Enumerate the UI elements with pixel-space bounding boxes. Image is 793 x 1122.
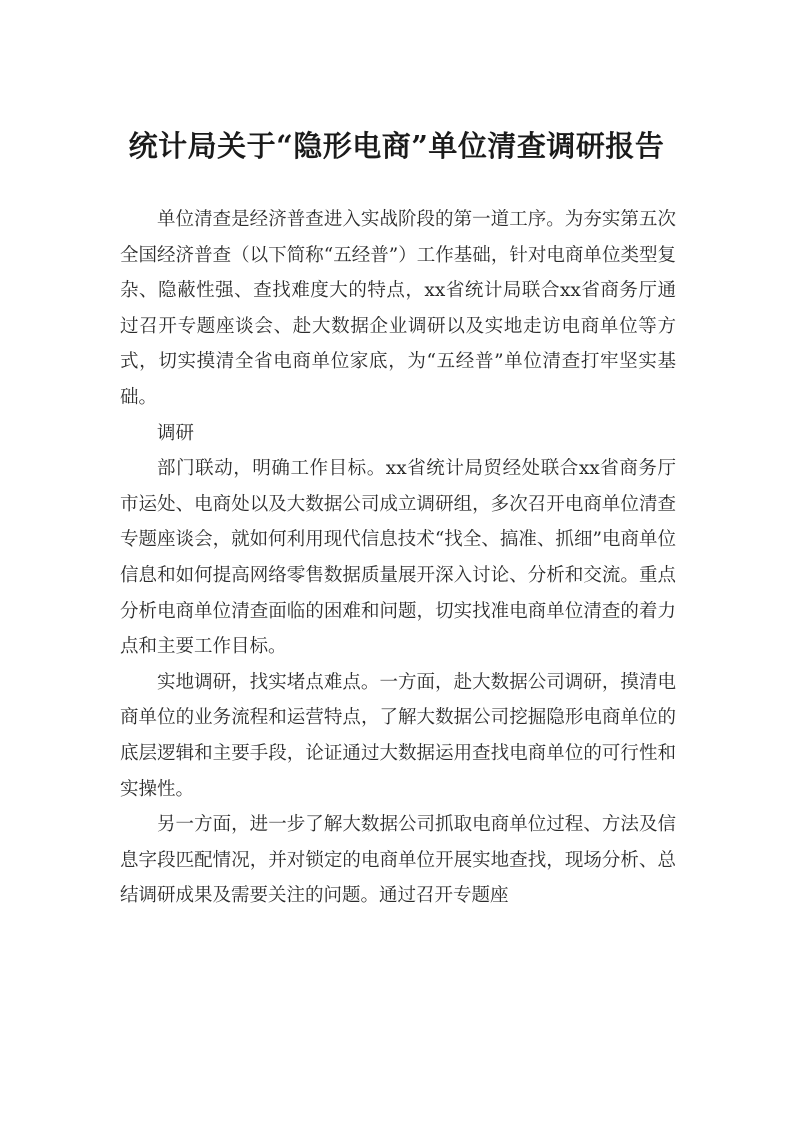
document-title: 统计局关于“隐形电商”单位清查调研报告 [128, 129, 665, 163]
paragraph-department-linkage: 部门联动，明确工作目标。xx省统计局贸经处联合xx省商务厅市运处、电商处以及大数据公司成立调研组，多次召开电商单位清查专题座谈会，就如何利用现代信息技术“找全、搞准、抓细”电商单位信息和如何提高网络零售数据质量展开深入讨论、分析和交流。重点分析电商单位清查面临的困难和问题，切实找准电商单位清查的着力点和主要工作目标。 [120, 458, 676, 658]
paragraph-intro: 单位清查是经济普查进入实战阶段的第一道工序。为夯实第五次全国经济普查（以下简称“五经普”）工作基础，针对电商单位类型复杂、隐蔽性强、查找难度大的特点，xx省统计局联合xx省商务厅通过召开专题座谈会、赴大数据企业调研以及实地走访电商单位等方式，切实摸清全省电商单位家底，为“五经普”单位清查打牢坚实基础。 [120, 209, 676, 408]
document-body [120, 202, 676, 914]
section-heading: 调研 [157, 422, 195, 444]
paragraph-field-research: 实地调研，找实堵点难点。一方面，赴大数据公司调研，摸清电商单位的业务流程和运营特点，了解大数据公司挖掘隐形电商单位的底层逻辑和主要手段，论证通过大数据运用查找电商单位的可行性和实操性。 [120, 671, 676, 800]
paragraph-further-research: 另一方面，进一步了解大数据公司抓取电商单位过程、方法及信息字段匹配情况，并对锁定的电商单位开展实地查找，现场分析、总结调研成果及需要关注的问题。通过召开专题座 [120, 814, 676, 907]
